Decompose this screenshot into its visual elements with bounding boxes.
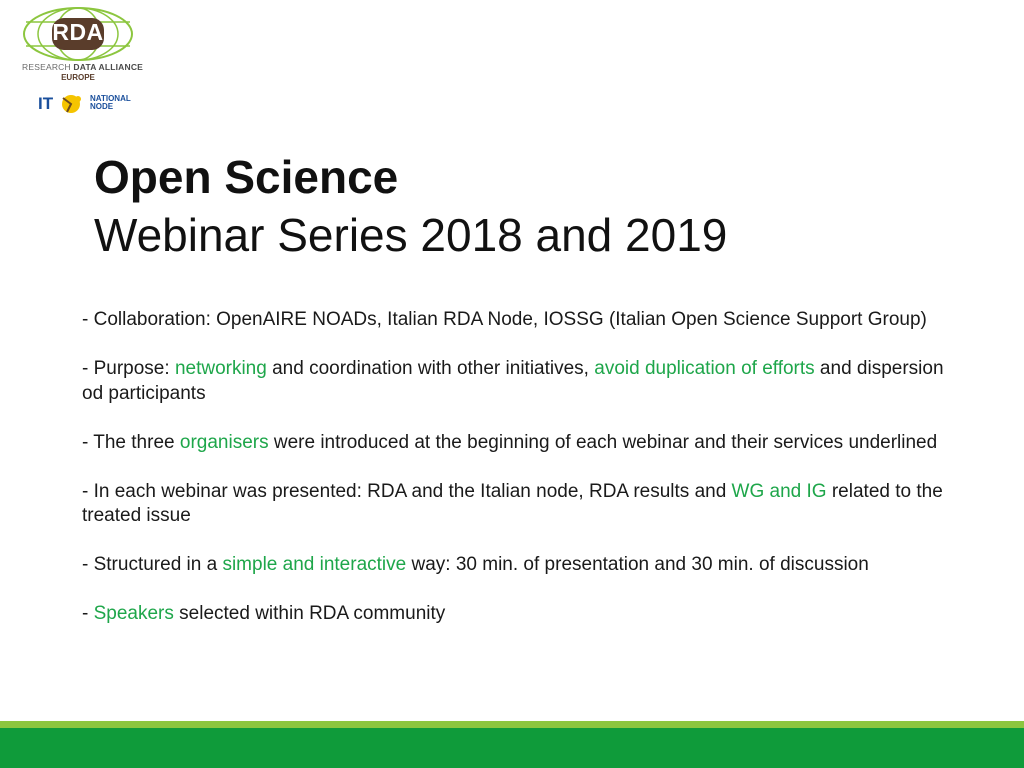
node-label-line1: NATIONAL — [90, 94, 131, 103]
italy-node-icon — [58, 92, 84, 116]
bullet-text: - Purpose: — [82, 358, 175, 379]
slide-subtitle: Webinar Series 2018 and 2019 — [94, 209, 728, 261]
bullet-text: and coordination with other initiatives, — [266, 358, 595, 379]
footer-accent-bar — [0, 721, 1024, 728]
bullet-text: related to the treated issue — [82, 480, 943, 526]
rda-wordmark-bold: DATA ALLIANCE — [73, 62, 144, 72]
bullet-highlight: organisers — [179, 431, 269, 453]
bullet-text: were introduced at the beginning of each webinar and their services underlined — [268, 431, 938, 453]
bullet-highlight: simple and interactive — [222, 554, 407, 575]
bullet-list — [82, 308, 962, 651]
bullet-text: and dispersion od participants — [82, 358, 944, 404]
bullet-text: way: 30 min. of presentation and 30 min. of discussion — [406, 554, 869, 575]
bullet-text: - In each webinar was presented: RDA and the Italian node, RDA results and — [82, 480, 732, 502]
bullet-highlight: Speakers — [93, 603, 174, 624]
rda-initials: RDA — [52, 19, 104, 45]
bullet-item — [82, 602, 962, 627]
rda-europe-logo — [22, 6, 144, 118]
bullet-text: selected within RDA community — [173, 603, 446, 624]
bullet-highlight: avoid duplication of efforts — [594, 358, 815, 379]
bullet-item — [82, 480, 962, 529]
bullet-item — [82, 431, 962, 456]
rda-region: EUROPE — [61, 73, 95, 82]
bullet-item — [82, 357, 962, 406]
bullet-text: - The three — [82, 431, 180, 453]
bullet-text: - — [82, 603, 94, 624]
bullet-item — [82, 308, 962, 333]
bullet-highlight: networking — [174, 358, 267, 379]
country-code: IT — [38, 94, 54, 113]
footer-bar — [0, 728, 1024, 768]
node-label — [90, 95, 150, 111]
bullet-text: - Collaboration: OpenAIRE NOADs, Italian RDA Node, IOSSG (Italian Open Science Support Group) — [82, 309, 927, 330]
slide-title: Open Science — [94, 151, 399, 203]
bullet-text: - Structured in a — [82, 554, 223, 575]
rda-wordmark-plain: RESEARCH — [22, 62, 74, 72]
rda-wordmark — [22, 62, 144, 72]
bullet-item — [82, 553, 962, 578]
it-national-node-logo — [36, 90, 136, 120]
bullet-highlight: WG and IG — [731, 480, 827, 502]
node-label-line2: NODE — [90, 102, 114, 111]
